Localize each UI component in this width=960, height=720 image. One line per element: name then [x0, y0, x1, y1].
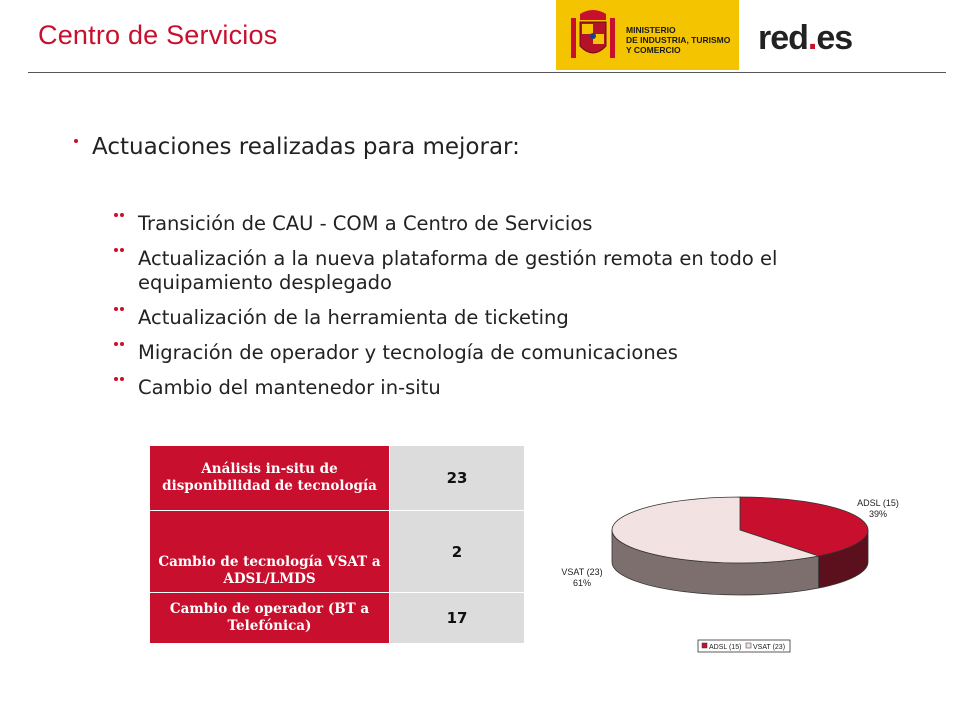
- table-row-value: 2: [390, 511, 525, 593]
- page-title: Centro de Servicios: [38, 20, 278, 50]
- sub-bullet-list: [114, 212, 874, 411]
- pie-chart: [560, 485, 960, 660]
- pie-data-label: VSAT (23): [561, 567, 603, 577]
- sub-bullet-text: Actualización de la herramienta de ticketing: [138, 306, 569, 329]
- pie-data-label: 39%: [868, 509, 888, 519]
- sub-bullet-item: [114, 376, 874, 400]
- coat-of-arms-icon: [568, 6, 618, 64]
- double-bullet-icon: [114, 342, 128, 348]
- actions-table: [150, 446, 524, 644]
- ministry-logo-line: MINISTERIO: [626, 25, 676, 35]
- reds-logo: [758, 19, 852, 58]
- pie-data-label: 61%: [572, 578, 592, 588]
- table-row-label: Análisis in-situ de disponibilidad de tecnología: [150, 446, 390, 511]
- sub-bullet-item: [114, 247, 874, 295]
- table-row: [150, 511, 524, 593]
- table-row: [150, 446, 524, 511]
- legend-swatch: [746, 643, 751, 648]
- ministry-logo-line: Y COMERCIO: [626, 45, 681, 55]
- table-row-value: 17: [390, 593, 525, 644]
- reds-logo-part: red: [758, 19, 808, 57]
- sub-bullet-text: Actualización a la nueva plataforma de gestión remota en todo el equipamiento desplegado: [138, 247, 778, 294]
- double-bullet-icon: [114, 213, 128, 219]
- sub-bullet-item: [114, 341, 874, 365]
- reds-logo-part: es: [816, 19, 853, 57]
- legend-swatch: [702, 643, 707, 648]
- ministry-logo: [556, 0, 739, 70]
- reds-logo-dot: .: [807, 19, 817, 57]
- pie-data-label: ADSL (15): [857, 498, 899, 508]
- double-bullet-icon: [114, 377, 128, 383]
- sub-bullet-text: Cambio del mantenedor in-situ: [138, 376, 441, 399]
- sub-bullet-item: [114, 212, 874, 236]
- ministry-logo-line: DE INDUSTRIA, TURISMO: [626, 35, 731, 45]
- sub-bullet-item: [114, 306, 874, 330]
- table-row-label: Cambio de tecnología VSAT a ADSL/LMDS: [150, 511, 390, 593]
- table-row: [150, 593, 524, 644]
- table-row-value: 23: [390, 446, 525, 511]
- main-bullet-text: Actuaciones realizadas para mejorar:: [92, 134, 520, 160]
- table-row-label: Cambio de operador (BT a Telefónica): [150, 593, 390, 644]
- double-bullet-icon: [114, 248, 128, 254]
- header-divider: [28, 72, 946, 73]
- legend-label: VSAT (23): [753, 644, 786, 651]
- bullet-icon: [74, 139, 78, 143]
- sub-bullet-text: Migración de operador y tecnología de comunicaciones: [138, 341, 678, 364]
- double-bullet-icon: [114, 307, 128, 313]
- sub-bullet-text: Transición de CAU - COM a Centro de Servicios: [138, 212, 593, 235]
- legend-label: ADSL (15): [709, 644, 742, 651]
